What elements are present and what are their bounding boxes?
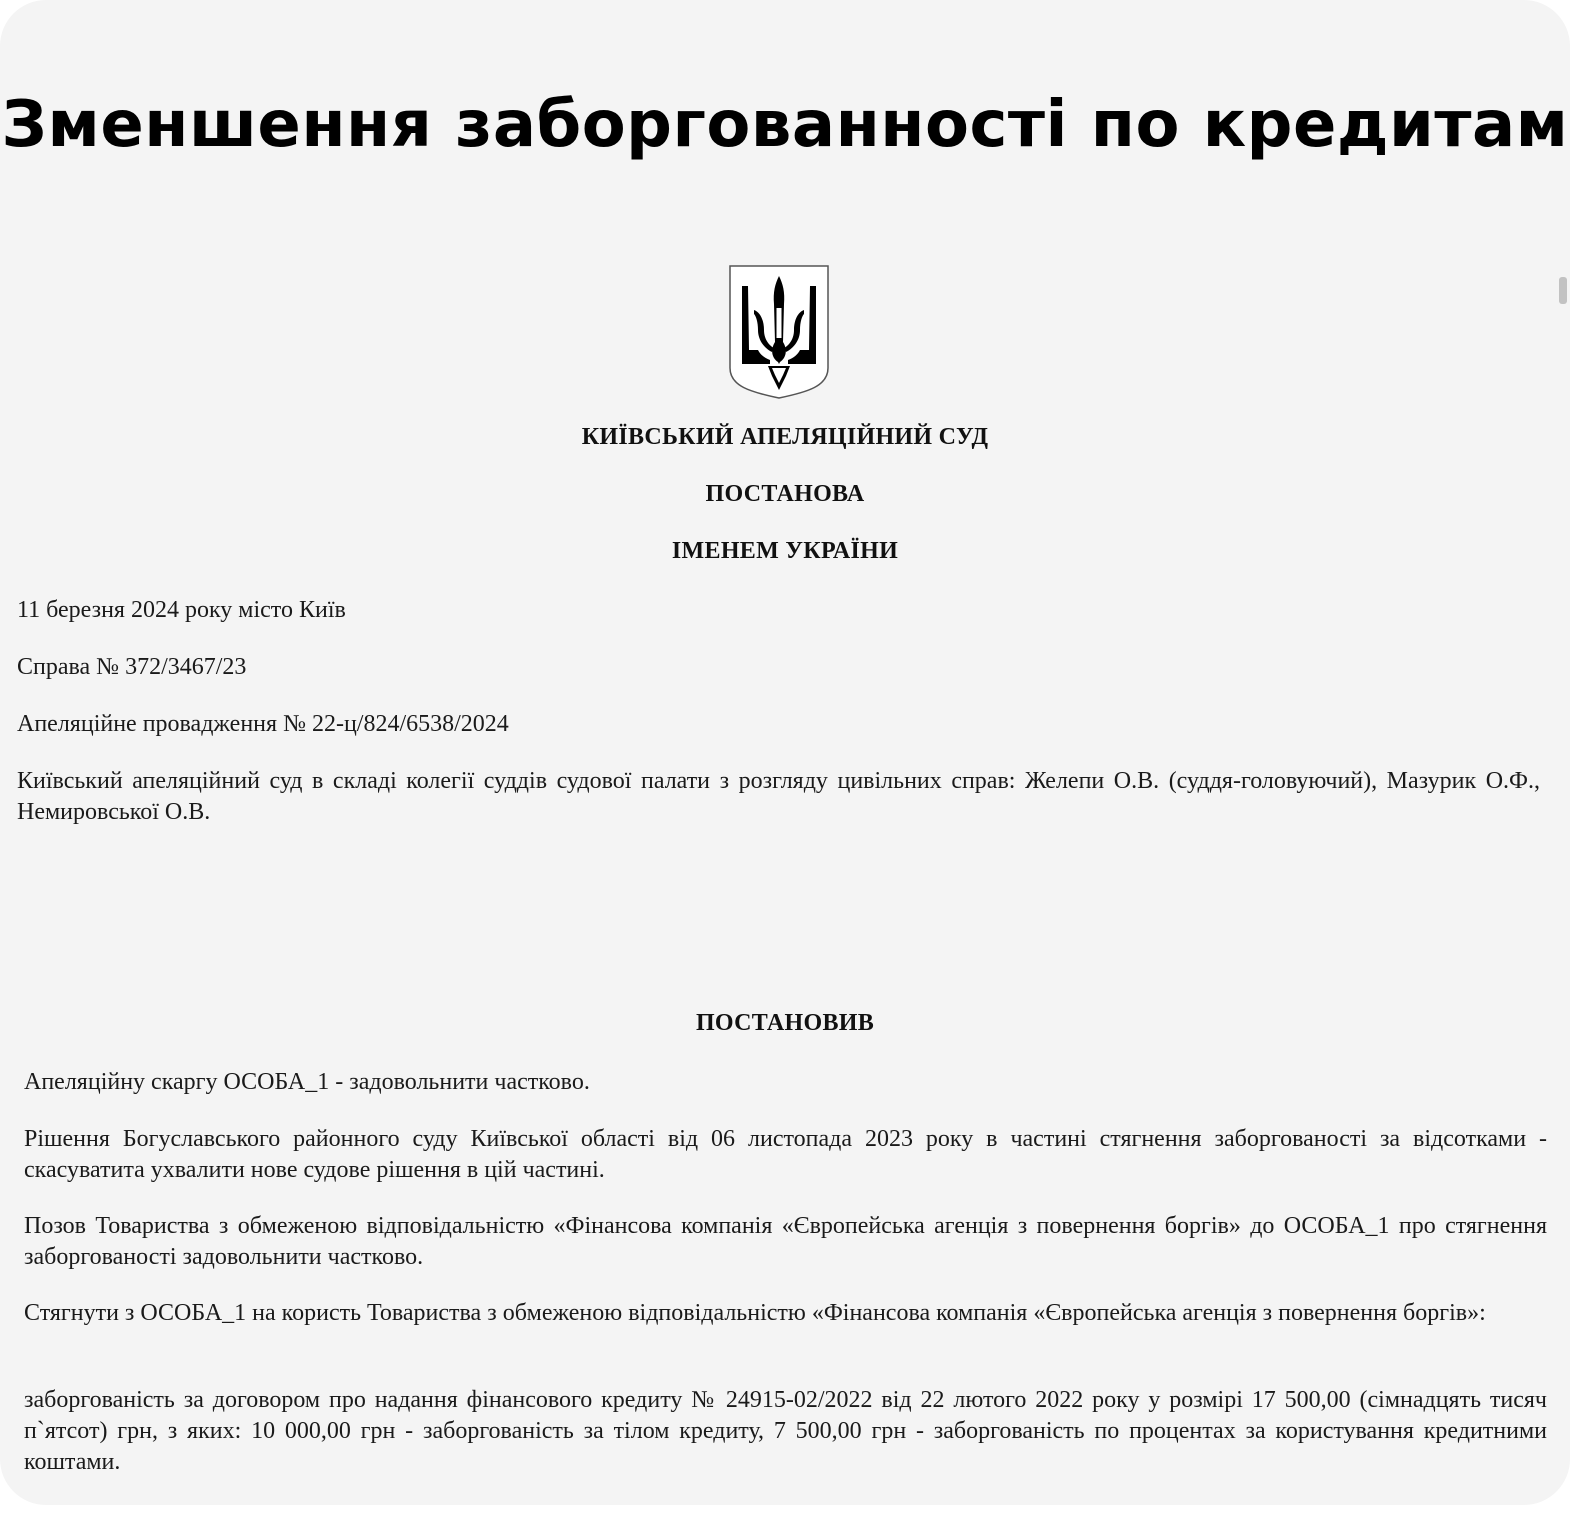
resolution-paragraph: Апеляційну скаргу ОСОБА_1 - задовольнити частково. [24,1069,590,1095]
resolution-paragraph: заборгованість за договором про надання фінансового кредиту № 24915-02/2022 від 22 лютого 2022 року у розмірі 17 500,00 (сімнадцять тисяч п`ятсот) грн, з яких: 10 000,00 грн - заборгованість за тілом кредиту, 7 500,00 грн - заборгованість по процентах за користування кредитними коштами. [24,1387,1547,1475]
resolution-paragraph: Рішення Богуславського районного суду Київської області від 06 листопада 2023 року в частині стягнення заборгованості за відсотками - скасуватита ухвалити нове судове рішення в цій частині. [24,1126,1547,1183]
resolution-paragraph: Стягнути з ОСОБА_1 на користь Товариства з обмеженою відповідальністю «Фінансова компанія «Європейська агенція з повернення боргів»: [24,1300,1486,1326]
resolved-heading: ПОСТАНОВИВ [695,1010,875,1036]
document-type: ПОСТАНОВА [705,481,865,507]
scrollbar-thumb[interactable] [1559,277,1567,304]
court-name: КИЇВСЬКИЙ АПЕЛЯЦІЙНИЙ СУД [581,424,989,450]
page-title: Зменшення заборгованності по кредитам [1,88,1569,162]
date-place: 11 березня 2024 року місто Київ [17,597,346,623]
resolution-paragraph: Позов Товариства з обмеженою відповідальністю «Фінансова компанія «Європейська агенція з повернення боргів» до ОСОБА_1 про стягнення заборгованості задовольнити частково. [24,1213,1547,1270]
trident-coat-of-arms-icon [728,264,830,400]
judges-panel: Київський апеляційний суд в складі колегії суддів судової палати з розгляду цивільних справ: Желепи О.В. (суддя-головуючий), Мазурик О.Ф., Немировської О.В. [17,768,1540,825]
in-the-name-heading: ІМЕНЕМ УКРАЇНИ [671,538,899,564]
appeal-number: Апеляційне провадження № 22-ц/824/6538/2024 [17,711,509,737]
case-number: Справа № 372/3467/23 [17,654,247,680]
